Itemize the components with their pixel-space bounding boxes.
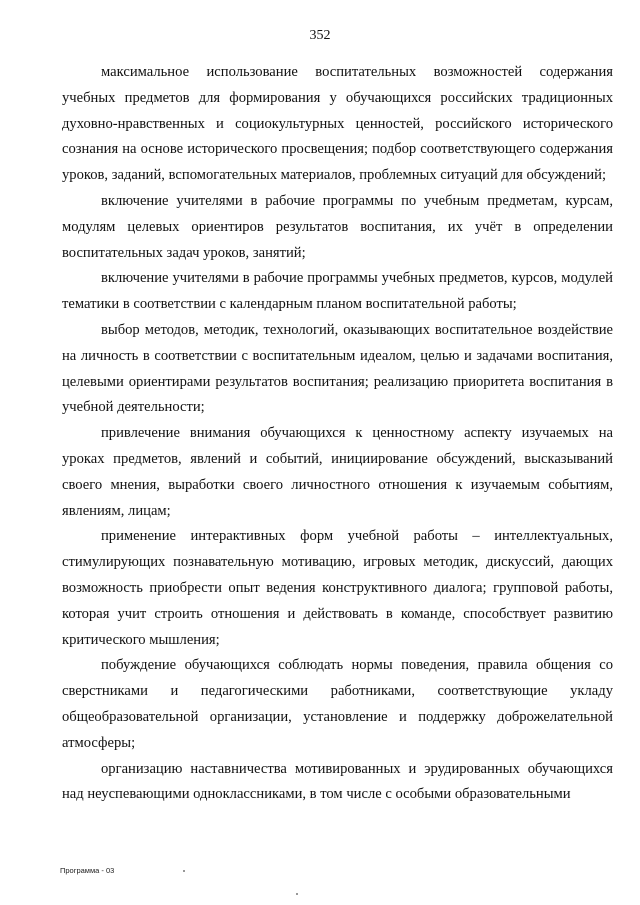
paragraph: максимальное использование воспитательных возможностей содержания учебных предметов для формирования у обучающихся российских традиционных духовно-нравственных и социокультурных ценностей, российского исторического сознания на основе исторического просвещения; подбор соответствующего содержания уроков, заданий, вспомогательных материалов, проблемных ситуаций для обсуждений; <box>62 64 613 184</box>
paragraph: привлечение внимания обучающихся к ценностному аспекту изучаемых на уроках предметов, явлений и событий, инициирование обсуждений, высказываний своего мнения, выработки своего личностного отношения к изучаемым событиям, явлениям, лицам; <box>62 425 613 519</box>
paragraph: включение учителями в рабочие программы учебных предметов, курсов, модулей тематики в соответствии с календарным планом воспитательной работы; <box>62 270 613 313</box>
paragraph: включение учителями в рабочие программы по учебным предметам, курсам, модулям целевых ориентиров результатов воспитания, их учёт в определении воспитательных задач уроков, занятий; <box>62 192 613 261</box>
page-number: 352 <box>309 28 331 43</box>
paragraph: побуждение обучающихся соблюдать нормы поведения, правила общения со сверстниками и педагогическими работниками, соответствующие укладу общеобразовательной организации, установление и поддержку доброжелательной атмосферы; <box>62 657 613 751</box>
document-body <box>62 60 613 808</box>
paragraph: применение интерактивных форм учебной работы – интеллектуальных, стимулирующих познавательную мотивацию, игровых методик, дискуссий, дающих возможность приобрести опыт ведения конструктивного диалога; групповой работы, которая учит строить отношения и действовать в команде, способствует развитию критического мышления; <box>62 528 613 648</box>
paragraph: выбор методов, методик, технологий, оказывающих воспитательное воздействие на личность в соответствии с воспитательным идеалом, целью и задачами воспитания, целевыми ориентирами результатов воспитания; реализацию приоритета воспитания в учебной деятельности; <box>62 321 613 416</box>
footer-label: Программа - 03 <box>60 866 115 875</box>
paragraph: организацию наставничества мотивированных и эрудированных обучающихся над неуспевающими одноклассниками, в том числе с особыми образовательными <box>62 760 613 803</box>
scan-speck <box>296 893 298 895</box>
scan-speck <box>183 870 185 872</box>
